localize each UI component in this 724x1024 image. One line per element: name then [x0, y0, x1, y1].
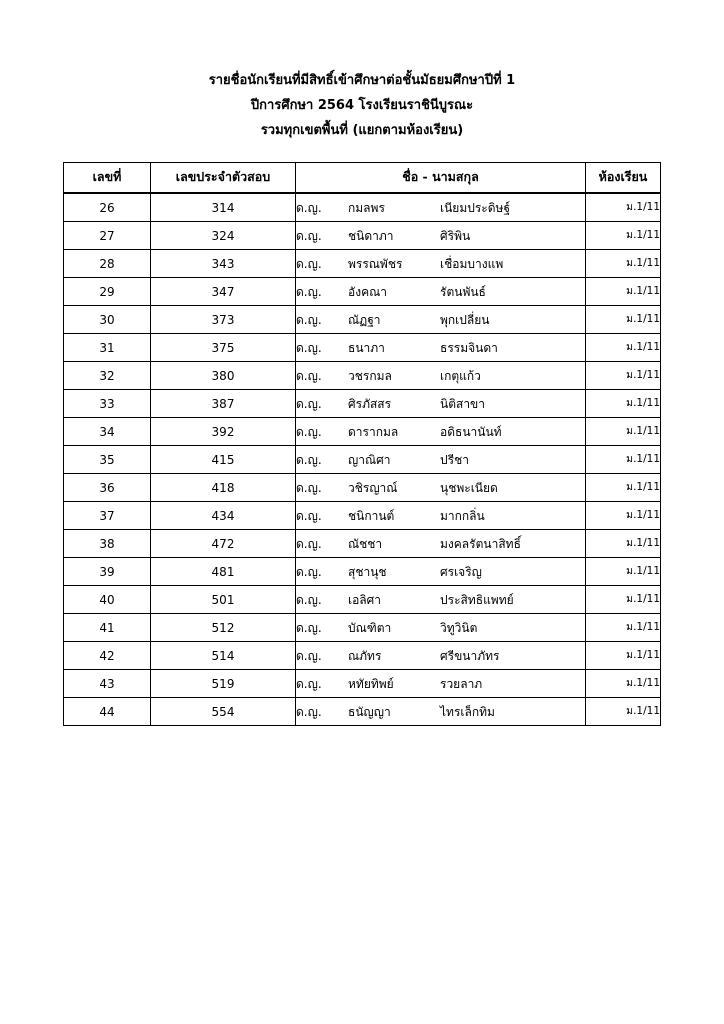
- room-cell: ม.1/11: [586, 418, 661, 446]
- name-prefix: ด.ญ.: [296, 676, 322, 691]
- seq-cell: 41: [64, 614, 151, 642]
- seq-cell: 34: [64, 418, 151, 446]
- name-prefix: ด.ญ.: [296, 424, 322, 439]
- room-cell: ม.1/11: [586, 390, 661, 418]
- table-row: [64, 193, 661, 222]
- name-cell: [296, 558, 586, 586]
- last-name: พุกเปลี่ยน: [440, 312, 490, 327]
- seq-cell: 32: [64, 362, 151, 390]
- exam-id-cell: 434: [151, 502, 296, 530]
- name-prefix: ด.ญ.: [296, 620, 322, 635]
- exam-id-cell: 415: [151, 446, 296, 474]
- exam-id-cell: 472: [151, 530, 296, 558]
- seq-cell: 36: [64, 474, 151, 502]
- last-name: อดิธนานันท์: [440, 424, 502, 439]
- room-cell: ม.1/11: [586, 278, 661, 306]
- name-cell: [296, 278, 586, 306]
- name-cell: [296, 530, 586, 558]
- room-cell: ม.1/11: [586, 642, 661, 670]
- name-cell: [296, 586, 586, 614]
- first-name: ธนัญญา: [348, 704, 391, 719]
- name-prefix: ด.ญ.: [296, 312, 322, 327]
- name-cell: [296, 698, 586, 726]
- last-name: ศรีขนาภัทร: [440, 648, 500, 663]
- room-cell: ม.1/11: [586, 558, 661, 586]
- seq-cell: 30: [64, 306, 151, 334]
- last-name: เนียมประดิษฐ์: [440, 200, 511, 215]
- name-prefix: ด.ญ.: [296, 648, 322, 663]
- exam-id-cell: 519: [151, 670, 296, 698]
- first-name: กมลพร: [348, 200, 385, 215]
- name-prefix: ด.ญ.: [296, 480, 322, 495]
- first-name: อังคณา: [348, 284, 387, 299]
- exam-id-cell: 501: [151, 586, 296, 614]
- room-cell: ม.1/11: [586, 446, 661, 474]
- column-header-name: ชื่อ - นามสกุล: [296, 163, 586, 194]
- room-cell: ม.1/11: [586, 530, 661, 558]
- exam-id-cell: 514: [151, 642, 296, 670]
- room-cell: ม.1/11: [586, 306, 661, 334]
- seq-cell: 33: [64, 390, 151, 418]
- name-cell: [296, 418, 586, 446]
- room-cell: ม.1/11: [586, 474, 661, 502]
- name-cell: [296, 193, 586, 222]
- student-roster-table: [63, 162, 661, 726]
- first-name: ณภัทร: [348, 648, 382, 663]
- exam-id-cell: 373: [151, 306, 296, 334]
- exam-id-cell: 380: [151, 362, 296, 390]
- column-header-seq: เลขที่: [64, 163, 151, 194]
- seq-cell: 40: [64, 586, 151, 614]
- table-row: [64, 558, 661, 586]
- last-name: นิติสาขา: [440, 396, 485, 411]
- table-row: [64, 418, 661, 446]
- name-cell: [296, 306, 586, 334]
- table-row: [64, 642, 661, 670]
- table-row: [64, 530, 661, 558]
- last-name: รัตนพันธ์: [440, 284, 486, 299]
- name-prefix: ด.ญ.: [296, 396, 322, 411]
- seq-cell: 42: [64, 642, 151, 670]
- seq-cell: 35: [64, 446, 151, 474]
- table-header-row: [64, 163, 661, 194]
- grouping-subtitle: รวมทุกเขตพื้นที่ (แยกตามห้องเรียน): [260, 123, 464, 138]
- name-cell: [296, 362, 586, 390]
- seq-cell: 31: [64, 334, 151, 362]
- exam-id-cell: 418: [151, 474, 296, 502]
- name-prefix: ด.ญ.: [296, 284, 322, 299]
- name-prefix: ด.ญ.: [296, 452, 322, 467]
- last-name: ธรรมจินดา: [440, 340, 498, 355]
- table-row: [64, 390, 661, 418]
- table-row: [64, 474, 661, 502]
- table-row: [64, 222, 661, 250]
- column-header-room: ห้องเรียน: [586, 163, 661, 194]
- name-cell: [296, 334, 586, 362]
- name-cell: [296, 446, 586, 474]
- seq-cell: 29: [64, 278, 151, 306]
- table-row: [64, 306, 661, 334]
- room-cell: ม.1/11: [586, 502, 661, 530]
- first-name: พรรณพัชร: [348, 256, 403, 271]
- exam-id-cell: 554: [151, 698, 296, 726]
- first-name: บัณฑิตา: [348, 620, 392, 635]
- exam-id-cell: 343: [151, 250, 296, 278]
- name-prefix: ด.ญ.: [296, 536, 322, 551]
- table-row: [64, 334, 661, 362]
- seq-cell: 39: [64, 558, 151, 586]
- exam-id-cell: 324: [151, 222, 296, 250]
- first-name: ณัชชา: [348, 536, 383, 551]
- seq-cell: 27: [64, 222, 151, 250]
- first-name: วชิรญาณ์: [348, 480, 398, 495]
- name-cell: [296, 614, 586, 642]
- first-name: ดารากมล: [348, 424, 399, 439]
- last-name: นุชพะเนียด: [440, 480, 498, 495]
- last-name: ศิริพิน: [440, 228, 471, 243]
- exam-id-cell: 347: [151, 278, 296, 306]
- table-row: [64, 362, 661, 390]
- seq-cell: 37: [64, 502, 151, 530]
- name-prefix: ด.ญ.: [296, 508, 322, 523]
- school-year-line: ปีการศึกษา 2564 โรงเรียนราชินีบูรณะ: [250, 98, 474, 113]
- name-cell: [296, 250, 586, 278]
- last-name: รวยลาภ: [440, 676, 483, 691]
- first-name: เอลิศา: [348, 592, 382, 607]
- last-name: มากกลิ่น: [440, 508, 485, 523]
- last-name: วิทูวินิต: [440, 620, 478, 635]
- exam-id-cell: 387: [151, 390, 296, 418]
- first-name: วชรกมล: [348, 368, 392, 383]
- first-name: ชนิกานต์: [348, 508, 395, 523]
- room-cell: ม.1/11: [586, 698, 661, 726]
- name-cell: [296, 670, 586, 698]
- seq-cell: 28: [64, 250, 151, 278]
- name-cell: [296, 642, 586, 670]
- table-row: [64, 586, 661, 614]
- last-name: ศรเจริญ: [440, 564, 482, 579]
- room-cell: ม.1/11: [586, 614, 661, 642]
- room-cell: ม.1/11: [586, 670, 661, 698]
- document-header: [0, 68, 724, 143]
- room-cell: ม.1/11: [586, 222, 661, 250]
- name-prefix: ด.ญ.: [296, 200, 322, 215]
- first-name: ธนาภา: [348, 340, 385, 355]
- room-cell: ม.1/11: [586, 250, 661, 278]
- last-name: มงคลรัตนาสิทธิ์: [440, 536, 521, 551]
- room-cell: ม.1/11: [586, 362, 661, 390]
- name-cell: [296, 502, 586, 530]
- name-prefix: ด.ญ.: [296, 368, 322, 383]
- seq-cell: 43: [64, 670, 151, 698]
- name-cell: [296, 474, 586, 502]
- last-name: เกตุแก้ว: [440, 368, 481, 383]
- name-cell: [296, 390, 586, 418]
- first-name: ศิรภัสสร: [348, 396, 392, 411]
- exam-id-cell: 375: [151, 334, 296, 362]
- exam-id-cell: 481: [151, 558, 296, 586]
- seq-cell: 44: [64, 698, 151, 726]
- table-row: [64, 446, 661, 474]
- table-body: [64, 193, 661, 726]
- last-name: ประสิทธิแพทย์: [440, 592, 514, 607]
- last-name: ไทรเล็กทิม: [440, 704, 495, 719]
- seq-cell: 38: [64, 530, 151, 558]
- room-cell: ม.1/11: [586, 334, 661, 362]
- last-name: ปรีชา: [440, 452, 469, 467]
- table-row: [64, 250, 661, 278]
- document-title: รายชื่อนักเรียนที่มีสิทธิ์เข้าศึกษาต่อชั้นมัธยมศึกษาปีที่ 1: [208, 73, 516, 88]
- first-name: สุชานุช: [348, 564, 387, 579]
- name-prefix: ด.ญ.: [296, 592, 322, 607]
- room-cell: ม.1/11: [586, 586, 661, 614]
- room-cell: ม.1/11: [586, 193, 661, 222]
- table-row: [64, 614, 661, 642]
- seq-cell: 26: [64, 193, 151, 222]
- first-name: ญาณิศา: [348, 452, 391, 467]
- last-name: เชื่อมบางแพ: [440, 256, 504, 271]
- exam-id-cell: 512: [151, 614, 296, 642]
- table-row: [64, 502, 661, 530]
- name-prefix: ด.ญ.: [296, 228, 322, 243]
- name-prefix: ด.ญ.: [296, 256, 322, 271]
- exam-id-cell: 314: [151, 193, 296, 222]
- column-header-exam-id: เลขประจำตัวสอบ: [151, 163, 296, 194]
- first-name: หทัยทิพย์: [348, 676, 394, 691]
- first-name: ณัฏฐา: [348, 312, 381, 327]
- table-row: [64, 278, 661, 306]
- table-row: [64, 670, 661, 698]
- table-row: [64, 698, 661, 726]
- name-prefix: ด.ญ.: [296, 340, 322, 355]
- name-prefix: ด.ญ.: [296, 564, 322, 579]
- name-cell: [296, 222, 586, 250]
- exam-id-cell: 392: [151, 418, 296, 446]
- first-name: ชนิดาภา: [348, 228, 394, 243]
- name-prefix: ด.ญ.: [296, 704, 322, 719]
